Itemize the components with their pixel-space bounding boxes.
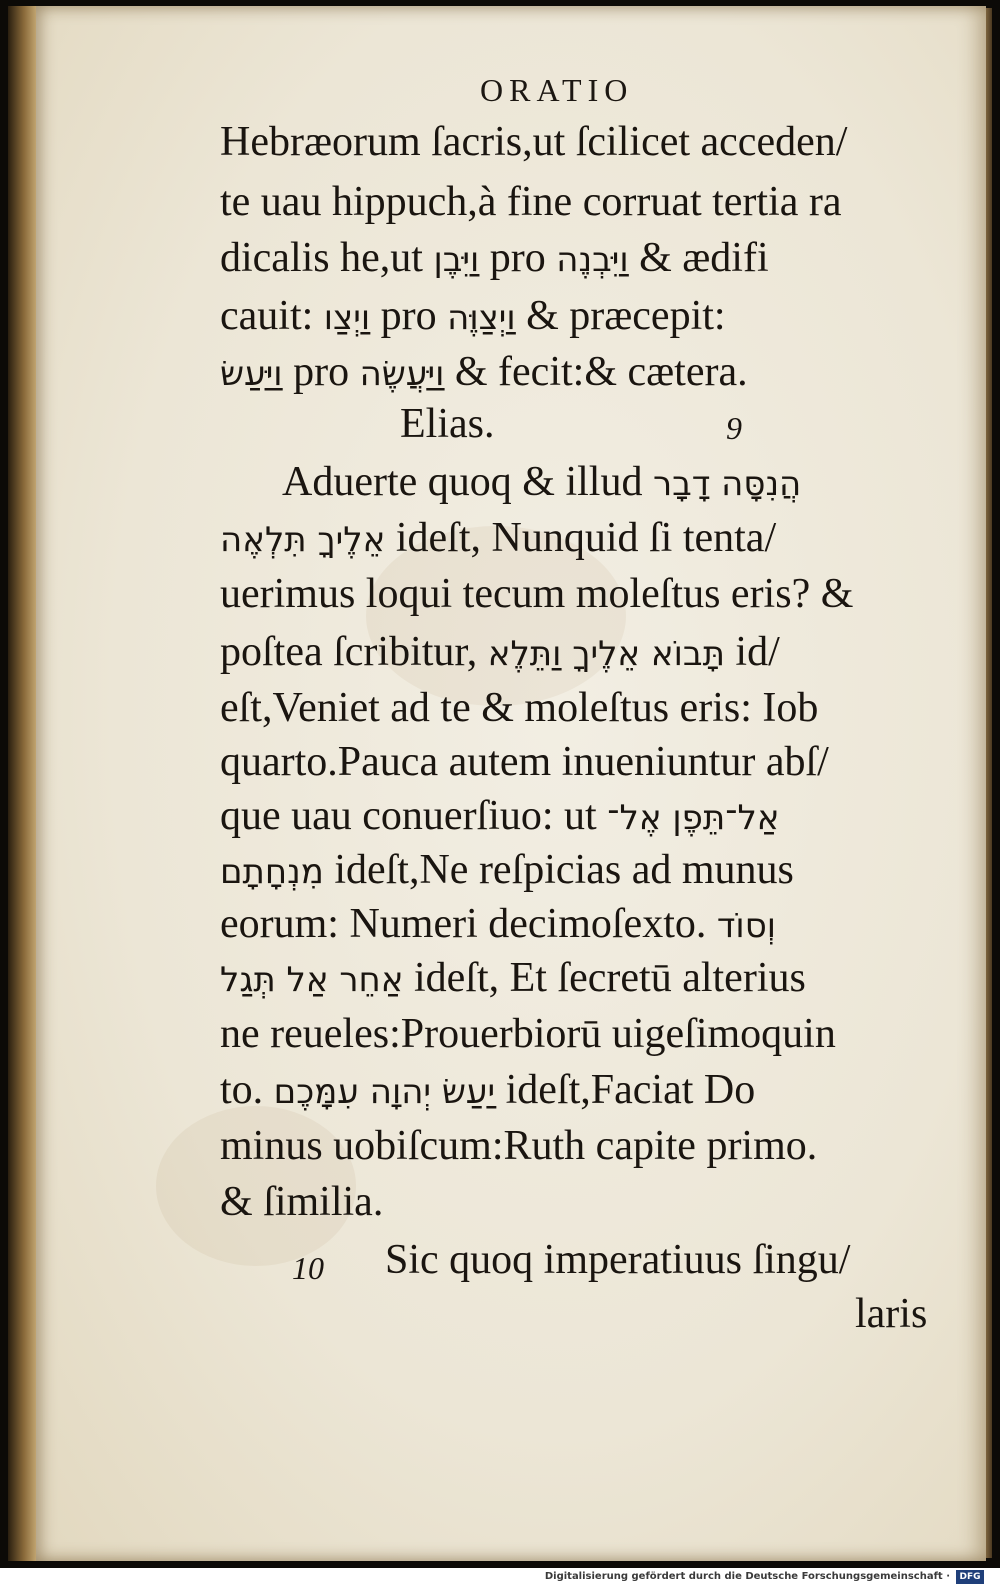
catchword (855, 1290, 927, 1338)
text-line-20 (220, 1178, 383, 1226)
line-text: te uau hippuch,à fine corruat tertia ra (220, 179, 842, 225)
text-line-21 (385, 1236, 850, 1284)
hebrew-word: וַיִּבְנֶה (556, 240, 629, 280)
text-line-5 (220, 348, 748, 396)
text-line-14 (220, 846, 794, 894)
hebrew-word: וְסוֹד (716, 906, 777, 946)
line-text: uerimus loqui tecum moleſtus eris? & (220, 571, 854, 617)
note-number-9: 9 (726, 410, 742, 446)
hebrew-word: וַיִּבֶן (433, 240, 480, 280)
latin-text: pro (282, 349, 360, 395)
hebrew-word: אַחֵר אַל תְּגַל (220, 960, 404, 1000)
line-text: Sic quoq imperatiuus ſingu/ (385, 1237, 851, 1283)
text-line-7 (282, 458, 801, 506)
latin-text: & ædifi (628, 235, 769, 281)
hebrew-word: תָּבוֹא אֵלֶיךָ וַתֵּלֶא (487, 634, 725, 674)
latin-text: ideſt, Et ſecretū alterius (403, 955, 806, 1001)
text-line-1 (220, 118, 847, 166)
latin-text: pro (479, 235, 557, 281)
latin-text: ideſt, Nunquid ſi tenta/ (385, 515, 777, 561)
latin-text: dicalis he,ut (220, 235, 434, 281)
text-line-11 (220, 684, 818, 732)
text-line-13 (220, 792, 780, 840)
line-text: Hebræorum ſacris,ut ſcilicet acceden/ (220, 119, 848, 165)
text-line-8 (220, 514, 776, 562)
line-text: minus uobiſcum:Ruth capite primo. (220, 1123, 818, 1169)
latin-text: cauit: (220, 293, 324, 339)
text-line-12 (220, 738, 829, 786)
text-line-15 (220, 900, 776, 948)
text-line-2 (220, 178, 842, 226)
latin-text: Aduerte quoq & illud (282, 459, 653, 505)
latin-text: & fecit:& cætera. (444, 349, 748, 395)
latin-text: id/ (724, 629, 780, 675)
hebrew-word: וַיַּעַשׂ (220, 354, 283, 394)
latin-text: poſtea ſcribitur, (220, 629, 488, 675)
hebrew-word: וַיְצַוֶּה (447, 298, 516, 338)
latin-text: que uau conuerſiuo: ut (220, 793, 608, 839)
text-line-17 (220, 1010, 836, 1058)
text-line-4 (220, 292, 726, 340)
hebrew-word: מִנְחָתָם (220, 852, 324, 892)
hebrew-word: אַל־תֵּפֶן אֶל־ (607, 798, 780, 838)
hebrew-word: וַיַּעֲשֶׂה (359, 354, 445, 394)
line-text: laris (855, 1291, 928, 1337)
text-line-6 (400, 400, 494, 448)
speaker-name: Elias. (400, 401, 495, 447)
latin-text: to. (220, 1067, 274, 1113)
running-title: ORATIO (480, 72, 634, 108)
text-line-19 (220, 1122, 817, 1170)
latin-text: & præcepit: (515, 293, 726, 339)
hebrew-word: אֵלֶיךָ תִּלְאֶה (220, 520, 386, 560)
latin-text: pro (370, 293, 448, 339)
line-text: ne reueles:Prouerbiorū uigeſimoquin (220, 1011, 836, 1057)
dfg-logo: DFG (956, 1570, 984, 1584)
text-line-18 (220, 1066, 755, 1114)
line-text: eſt,Veniet ad te & moleſtus eris: Iob (220, 685, 819, 731)
text-line-3 (220, 234, 769, 282)
hebrew-word: יַעַשׂ יְהוָה עִמָּכֶם (273, 1072, 496, 1112)
latin-text: ideſt,Ne reſpicias ad munus (323, 847, 794, 893)
hebrew-word: וַיְצַו (323, 298, 371, 338)
note-number-10: 10 (292, 1250, 324, 1286)
latin-text: ideſt,Faciat Do (495, 1067, 756, 1113)
latin-text: eorum: Numeri decimoſexto. (220, 901, 717, 947)
text-line-9 (220, 570, 853, 618)
digitization-credit: Digitalisierung gefördert durch die Deutsche Forschungsgemeinschaft · (544, 1571, 950, 1582)
text-line-10 (220, 628, 780, 676)
hebrew-word: הֲנִסָּה דָבָר (652, 464, 802, 504)
text-line-16 (220, 954, 806, 1002)
line-text: & ſimilia. (220, 1179, 384, 1225)
line-text: quarto.Pauca autem inueniuntur abſ/ (220, 739, 829, 785)
